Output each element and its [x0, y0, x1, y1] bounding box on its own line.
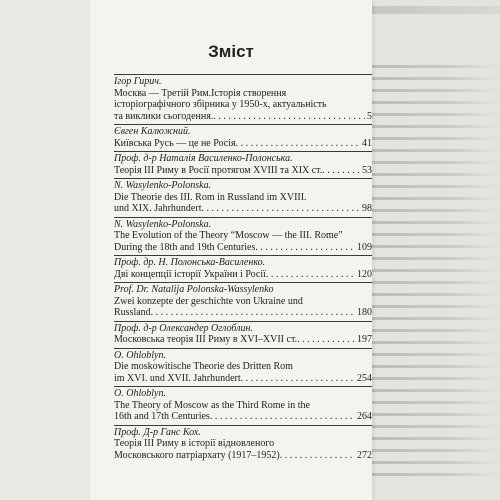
toc-entry-title-line — [114, 203, 372, 215]
toc-entry-title-line: Die Theorie des III. Rom in Russland im XVIII. — [114, 191, 307, 203]
toc-list — [114, 74, 372, 463]
toc-entry-page-number: 53 — [362, 164, 372, 176]
toc-entry-title-line — [114, 269, 372, 281]
toc-entry-title-line: The Evolution of the Theory “Moscow — the III. Rome” — [114, 230, 343, 241]
toc-entry-title-text: During the 18th and 19th Centuries — [114, 241, 256, 253]
dot-leader — [297, 334, 355, 346]
toc-entry-page-number: 180 — [357, 307, 372, 318]
toc-entry-title-line: історіографічного збірника у 1950-х, актуальність — [114, 99, 327, 110]
adjacent-page-text — [372, 56, 500, 485]
dot-leader — [236, 138, 360, 150]
page-title: Зміст — [208, 42, 254, 61]
toc-entry-title-line: Zwei konzepte der geschichte von Ukraine und — [114, 295, 303, 307]
dot-leader — [241, 373, 355, 385]
toc-entry — [114, 321, 372, 346]
toc-entry-page-number: 254 — [357, 372, 372, 384]
toc-entry-author: O. Ohloblyn. — [114, 349, 166, 361]
toc-entry — [114, 151, 372, 176]
toc-entry-title-line — [114, 334, 372, 346]
toc-entry — [114, 255, 372, 280]
toc-entry-author: Проф. д-р Олександер Оглоблин. — [114, 322, 253, 334]
toc-entry-title-text: та виклики сьогодення. — [114, 110, 214, 122]
toc-entry-title-line: The Theory of Moscow as the Third Rome in the — [114, 399, 310, 411]
toc-entry-title-text: Московська теорія ІІІ Риму в XVI–XVII ст. — [114, 334, 298, 345]
toc-entry-author: Євген Калюжний. — [114, 126, 191, 137]
toc-entry-author: Prof. Dr. Natalija Polonska-Wassylenko — [114, 284, 274, 295]
toc-entry — [114, 124, 372, 149]
toc-entry-author: Проф. д-р Наталія Василенко-Полонська. — [114, 153, 293, 164]
toc-entry-author: Проф. др. Н. Полонська-Василенко. — [114, 257, 266, 268]
toc-entry-page-number: 197 — [357, 334, 372, 345]
toc-entry-page-number: 5 — [367, 110, 372, 122]
toc-entry-title-line — [114, 411, 372, 423]
dot-leader — [210, 411, 355, 423]
toc-entry-title-line — [114, 111, 372, 123]
toc-entry — [114, 348, 372, 385]
toc-entry-author: O. Ohloblyn. — [114, 388, 166, 399]
toc-entry-author: N. Wasylenko-Polonska. — [114, 180, 212, 191]
toc-entry — [114, 74, 372, 122]
dot-leader — [255, 242, 355, 254]
dot-leader — [213, 111, 365, 123]
toc-entry-title-text: Московського патріархату (1917–1952) — [114, 449, 280, 461]
toc-entry-page-number: 109 — [357, 241, 372, 253]
toc-entry-title-line — [114, 450, 372, 462]
toc-entry — [114, 386, 372, 423]
toc-entry-title-text: 16th and 17th Centuries — [114, 411, 210, 422]
toc-entry-author: N. Wasylenko-Polonska. — [114, 218, 212, 230]
dot-leader — [266, 269, 355, 281]
toc-entry-title-text: Теорія ІІІ Риму в Росії протягом XVIII та XIX ст. — [114, 164, 323, 176]
toc-entry-title-line: Теорія ІІІ Риму в історії відновленого — [114, 438, 275, 449]
toc-entry-title-line — [114, 138, 372, 150]
toc-entry-page-number: 264 — [357, 411, 372, 422]
toc-entry-title-line: Москва — Третій Рим.Історія створення — [114, 87, 287, 99]
toc-entry-author: Проф. Д-р Ганс Кох. — [114, 426, 201, 438]
toc-entry — [114, 425, 372, 462]
adjacent-page-header — [372, 6, 500, 14]
toc-entry-title-text: im XVI. und XVII. Jahrhundert — [114, 372, 241, 384]
toc-entry-author: Ігор Гирич. — [114, 76, 162, 87]
toc-entry-page-number: 120 — [357, 268, 372, 280]
toc-entry-page-number: 98 — [362, 203, 372, 214]
toc-entry-title-line: Die moskowitische Theorie des Dritten Rom — [114, 361, 293, 372]
toc-entry-title-text: Дві концепції історії України і Росії — [114, 268, 266, 280]
toc-entry-title-text: Київська Русь — це не Росія — [114, 137, 236, 149]
toc-entry — [114, 282, 372, 319]
toc-entry — [114, 217, 372, 254]
dot-leader — [201, 203, 360, 215]
toc-entry-title-line — [114, 242, 372, 254]
toc-entry-title-text: und XIX. Jahrhundert — [114, 203, 202, 214]
toc-entry — [114, 178, 372, 215]
toc-entry-title-line — [114, 307, 372, 319]
dot-leader — [322, 165, 360, 177]
toc-entry-title-text: Russland — [114, 307, 151, 318]
toc-entry-page-number: 41 — [362, 137, 372, 149]
toc-entry-page-number: 272 — [357, 449, 372, 461]
toc-entry-title-line — [114, 165, 372, 177]
dot-leader — [280, 450, 355, 462]
dot-leader — [151, 307, 355, 319]
toc-entry-title-line — [114, 373, 372, 385]
